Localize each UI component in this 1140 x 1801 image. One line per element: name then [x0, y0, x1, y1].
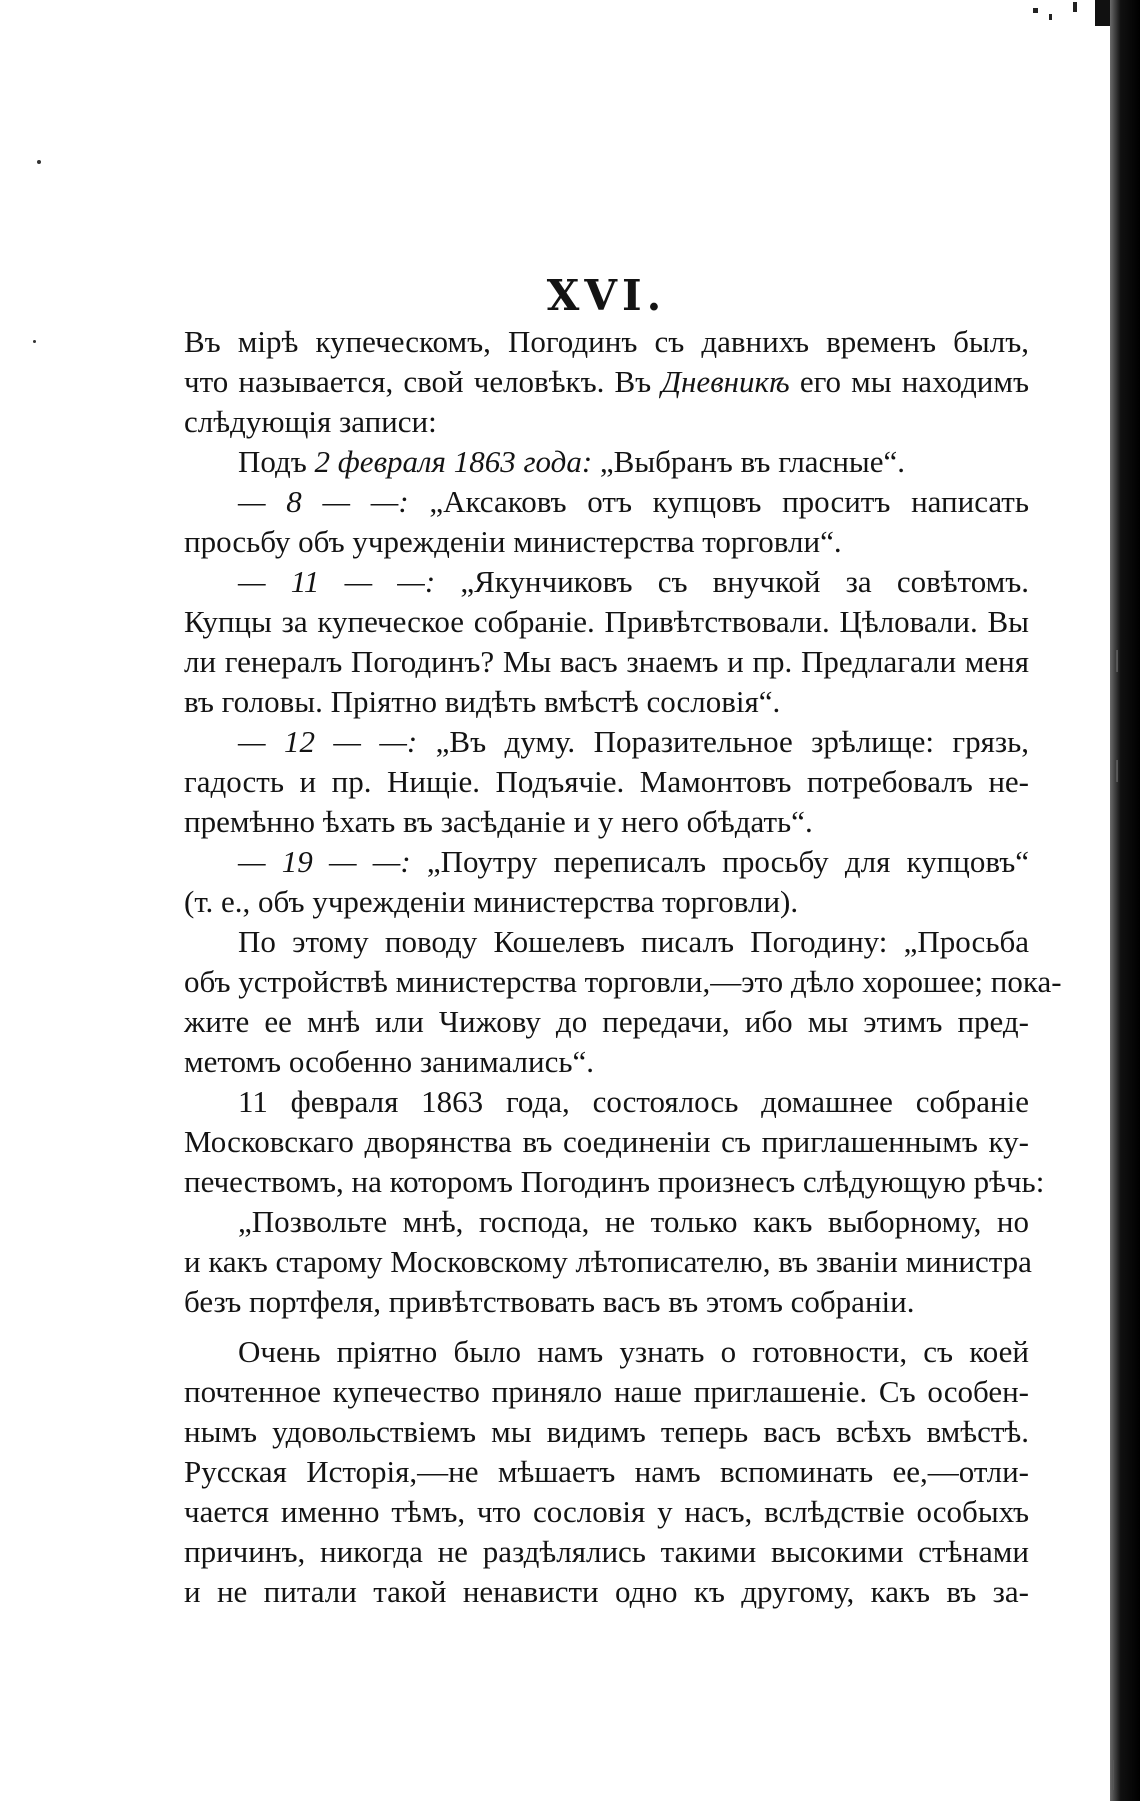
italic-run: 2 февраля 1863 года: — [314, 444, 593, 479]
chapter-number: XVI. — [546, 270, 667, 320]
text-line: Въ мірѣ купеческомъ, Погодинъ съ давнихъ временъ былъ, — [184, 324, 1029, 359]
text-line: слѣдующія записи: — [184, 404, 437, 439]
text-line: Русская Исторія,—не мѣшаетъ намъ вспоминать ее,—отли- — [184, 1454, 1029, 1489]
text-line — [184, 840, 1029, 884]
text-line — [184, 720, 1029, 764]
text-run: „Выбранъ въ гласные“. — [599, 444, 906, 479]
text-run: что называется, свой человѣкъ. Въ — [184, 364, 652, 399]
text-line: причинъ, никогда не раздѣлялись такими высокими стѣнами — [184, 1534, 1029, 1569]
scan-mark — [1116, 760, 1118, 782]
text-line: и не питали такой ненависти одно къ другому, какъ въ за- — [184, 1574, 1029, 1609]
text-line: печествомъ, на которомъ Погодинъ произнесъ слѣдующую рѣчь: — [184, 1164, 1045, 1199]
text-line: чается именно тѣмъ, что сословія у насъ, вслѣдствіе особыхъ — [184, 1494, 1029, 1529]
scan-mark — [1116, 650, 1118, 672]
text-line: и какъ старому Московскому лѣтописателю, въ званіи министра — [184, 1244, 1032, 1279]
text-line: гадость и пр. Нищіе. Подъячіе. Мамонтовъ потребовалъ не- — [184, 764, 1029, 799]
text-line: „Позвольте мнѣ, господа, не только какъ выборному, но — [238, 1204, 1029, 1239]
text-line: въ головы. Пріятно видѣть вмѣстѣ сословія“. — [184, 684, 781, 719]
text-line: Очень пріятно было намъ узнать о готовности, съ коей — [238, 1334, 1029, 1369]
italic-run: — 19 — —: — [238, 844, 411, 879]
text-line: безъ портфеля, привѣтствовать васъ въ этомъ собраніи. — [184, 1284, 915, 1319]
text-run: „Поутру переписалъ просьбу для купцовъ“ — [426, 844, 1030, 879]
scan-speck — [37, 160, 41, 164]
scan-edge-debris — [1025, 0, 1110, 40]
text-line: жите ее мнѣ или Чижову до передачи, ибо мы этимъ пред- — [184, 1004, 1029, 1039]
text-line — [184, 560, 1029, 604]
text-line — [184, 440, 1029, 484]
scan-mark — [1112, 1760, 1114, 1790]
text-line: почтенное купечество приняло наше приглашеніе. Съ особен- — [184, 1374, 1029, 1409]
text-line — [184, 360, 1029, 404]
text-line: премѣнно ѣхать въ засѣданіе и у него обѣдать“. — [184, 804, 813, 839]
scan-dark-edge — [1110, 0, 1140, 1801]
text-line: объ устройствѣ министерства торговли,—это дѣло хорошее; пока- — [184, 964, 1062, 999]
italic-run: — 12 — —: — [238, 724, 418, 759]
text-line — [184, 480, 1029, 524]
text-line: нымъ удовольствіемъ мы видимъ теперь васъ всѣхъ вмѣстѣ. — [184, 1414, 1029, 1449]
italic-run: Дневникѣ — [661, 364, 790, 399]
text-run: „Якунчиковъ съ внучкой за совѣтомъ. — [460, 564, 1030, 599]
italic-run: — 11 — —: — [238, 564, 436, 599]
text-run: его мы находимъ — [799, 364, 1030, 399]
text-line: Купцы за купеческое собраніе. Привѣтствовали. Цѣловали. Вы — [184, 604, 1029, 639]
text-run: „Въ думу. Поразительное зрѣлище: грязь, — [435, 724, 1030, 759]
text-line: (т. е., объ учрежденіи министерства торговли). — [184, 884, 799, 919]
text-line: 11 февраля 1863 года, состоялось домашнее собраніе — [238, 1084, 1029, 1119]
text-run: „Аксаковъ отъ купцовъ проситъ написать — [429, 484, 1029, 519]
text-line: просьбу объ учрежденіи министерства торговли“. — [184, 524, 842, 559]
text-line: Московскаго дворянства въ соединеніи съ приглашеннымъ ку- — [184, 1124, 1029, 1159]
text-line: ли генералъ Погодинъ? Мы васъ знаемъ и пр. Предлагали меня — [184, 644, 1029, 679]
text-run: Подъ — [238, 444, 307, 479]
scan-speck — [33, 340, 36, 343]
text-line: По этому поводу Кошелевъ писалъ Погодину: „Просьба — [238, 924, 1029, 959]
italic-run: — 8 — —: — [238, 484, 409, 519]
text-line: метомъ особенно занимались“. — [184, 1044, 594, 1079]
